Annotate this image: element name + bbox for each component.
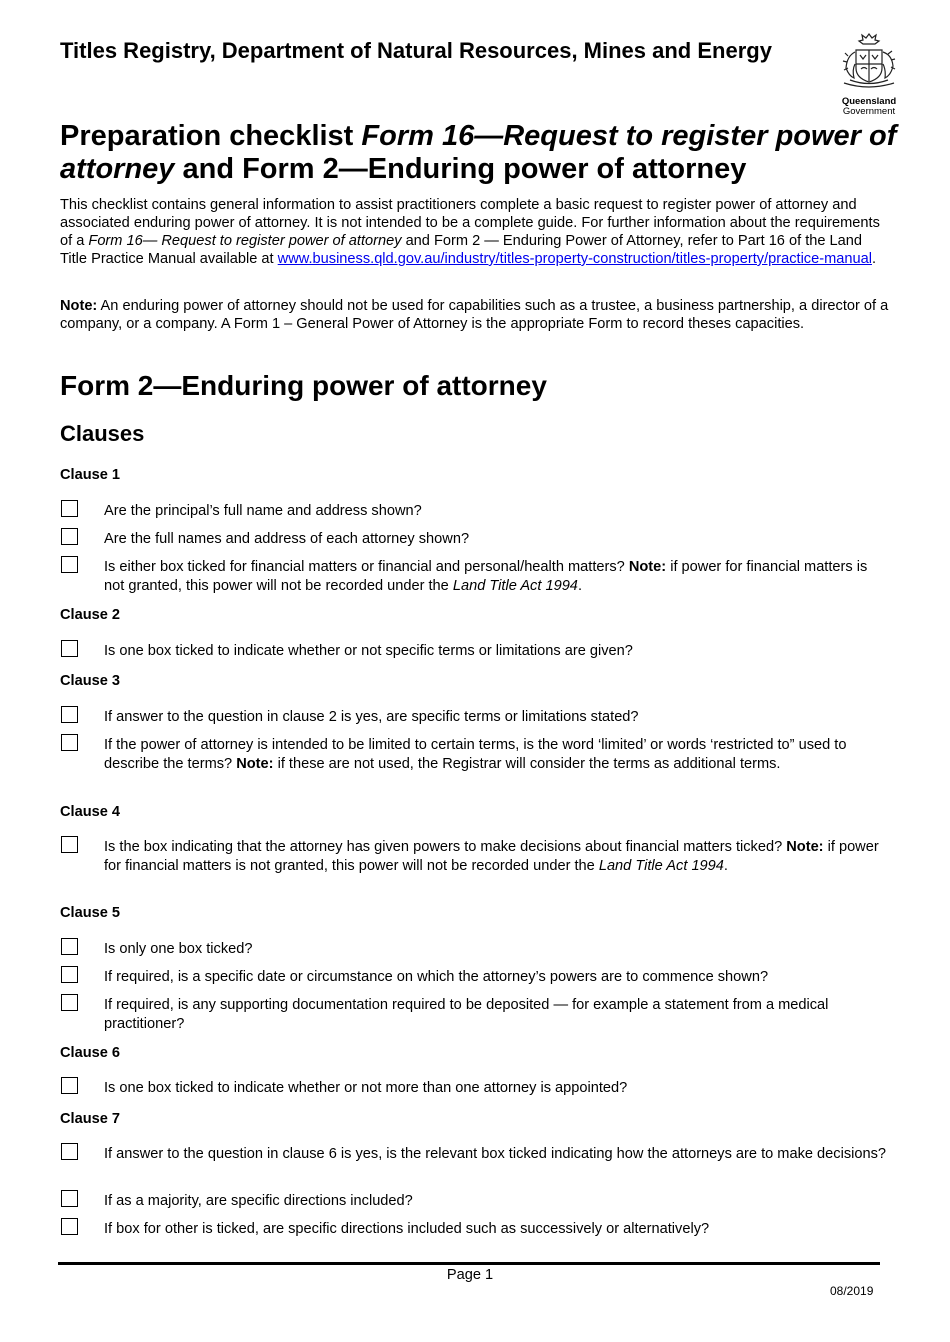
item-text-a: If the power of attorney is intended to be limited to certain terms, is the word ‘limited’ or words ‘restricted to” used to describe the terms? <box>104 737 847 772</box>
title-form16: Form 16—Request to register power of attorney <box>60 120 897 185</box>
item-note-label: Note: <box>628 559 667 575</box>
checkbox-clause7-item1[interactable] <box>61 1143 78 1160</box>
subsection-title-clauses: Clauses <box>60 421 145 446</box>
checklist-item-text <box>104 736 888 773</box>
checklist-item-text: Is one box ticked to indicate whether or not specific terms or limitations are given? <box>104 643 633 659</box>
checkbox-clause1-item1[interactable] <box>61 500 78 517</box>
page-number: Page 1 <box>446 1267 494 1283</box>
checkbox-clause5-item1[interactable] <box>61 938 78 955</box>
checkbox-clause1-item3[interactable] <box>61 556 78 573</box>
practice-manual-link[interactable]: www.business.qld.gov.au/industry/titles-property-construction/titles-property/practice-manual <box>277 251 872 267</box>
logo-text-government: Government <box>842 106 896 117</box>
section-title-form2: Form 2—Enduring power of attorney <box>60 370 547 401</box>
clause-3-heading: Clause 3 <box>60 673 121 689</box>
checkbox-clause5-item3[interactable] <box>61 994 78 1011</box>
item-text-b: if power for financial matters is not granted, this power will not be recorded under the <box>104 559 868 594</box>
item-text-a: Is either box ticked for financial matters or financial and personal/health matters? <box>104 559 629 575</box>
note-paragraph <box>60 297 890 333</box>
checklist-item-text: If box for other is ticked, are specific directions included such as successively or alternatively? <box>104 1221 710 1237</box>
checkbox-clause7-item2[interactable] <box>61 1190 78 1207</box>
item-text-b: if these are not used, the Registrar will consider the terms as additional terms. <box>273 755 781 772</box>
checklist-item-text: If as a majority, are specific directions included? <box>104 1193 413 1209</box>
footer-divider <box>58 1262 880 1265</box>
checkbox-clause4-item1[interactable] <box>61 836 78 853</box>
checklist-item-text: Are the full names and address of each attorney shown? <box>104 531 470 547</box>
clause-5-heading: Clause 5 <box>60 905 121 921</box>
clause-4-heading: Clause 4 <box>60 804 121 820</box>
checklist-item-text: Are the principal’s full name and address shown? <box>104 503 422 519</box>
clause-7-heading: Clause 7 <box>60 1111 121 1127</box>
page-title <box>60 120 900 186</box>
intro-text-3: and Form 2 — Enduring Power of Attorney, refer to Part 16 of the Land Title Practice Manual available at <box>60 233 863 267</box>
intro-text-1: This checklist contains general information to assist practitioners complete a basic request to register power of attorney and associated enduring power of attorney. It is not intended to be a complete guide. For further information about the requirements of a <box>60 197 880 249</box>
item-note-label: Note: <box>786 839 824 855</box>
clause-6-heading: Clause 6 <box>60 1045 121 1061</box>
clause-1-heading: Clause 1 <box>60 467 121 483</box>
intro-form16-italic: Form 16— Request to register power of attorney <box>88 233 402 249</box>
header-org-title: Titles Registry, Department of Natural Resources, Mines and Energy <box>60 38 772 63</box>
checkbox-clause6-item1[interactable] <box>61 1077 78 1094</box>
title-part1: Preparation checklist <box>60 120 362 152</box>
item-text-c: . <box>577 577 582 594</box>
intro-paragraph <box>60 196 890 268</box>
checklist-item-text: Is one box ticked to indicate whether or not more than one attorney is appointed? <box>104 1080 628 1096</box>
logo-text-queensland: Queensland <box>841 96 897 107</box>
checkbox-clause3-item1[interactable] <box>61 706 78 723</box>
checklist-item-text: If required, is a specific date or circumstance on which the attorney’s powers are to commence shown? <box>104 969 769 985</box>
item-act-name: Land Title Act 1994 <box>598 857 724 874</box>
checkbox-clause5-item2[interactable] <box>61 966 78 983</box>
item-act-name: Land Title Act 1994 <box>452 577 578 594</box>
clause-2-heading: Clause 2 <box>60 607 121 623</box>
revision-date: 08/2019 <box>830 1284 874 1298</box>
checklist-item-text: If answer to the question in clause 2 is yes, are specific terms or limitations stated? <box>104 709 639 725</box>
checkbox-clause7-item3[interactable] <box>61 1218 78 1235</box>
item-text-a: Is the box indicating that the attorney has given powers to make decisions about financial matters ticked? <box>104 839 787 855</box>
checkbox-clause3-item2[interactable] <box>61 734 78 751</box>
item-text-b: if power for financial matters is not granted, this power will not be recorded under the <box>104 839 879 874</box>
note-text: An enduring power of attorney should not be used for capabilities such as a trustee, a business partnership, a director of a company, or a company. A Form 1 – General Power of Attorney is the appropriate Form to record theses capacities. <box>60 298 889 332</box>
checklist-item-text <box>104 838 888 875</box>
checkbox-clause2-item1[interactable] <box>61 640 78 657</box>
checklist-item-text: If answer to the question in clause 6 is yes, is the relevant box ticked indicating how the attorneys are to make decisions? <box>104 1146 887 1162</box>
title-part3: and Form 2—Enduring power of attorney <box>174 153 747 185</box>
note-label: Note: <box>60 298 98 314</box>
checklist-item-text: Is only one box ticked? <box>104 941 253 957</box>
checklist-item-text: If required, is any supporting documentation required to be deposited — for example a statement from a medical practitioner? <box>104 997 829 1032</box>
intro-text-4: . <box>871 251 877 267</box>
item-text-c: . <box>723 857 728 874</box>
checklist-item-text <box>104 558 888 595</box>
item-note-label: Note: <box>236 755 274 772</box>
checkbox-clause1-item2[interactable] <box>61 528 78 545</box>
